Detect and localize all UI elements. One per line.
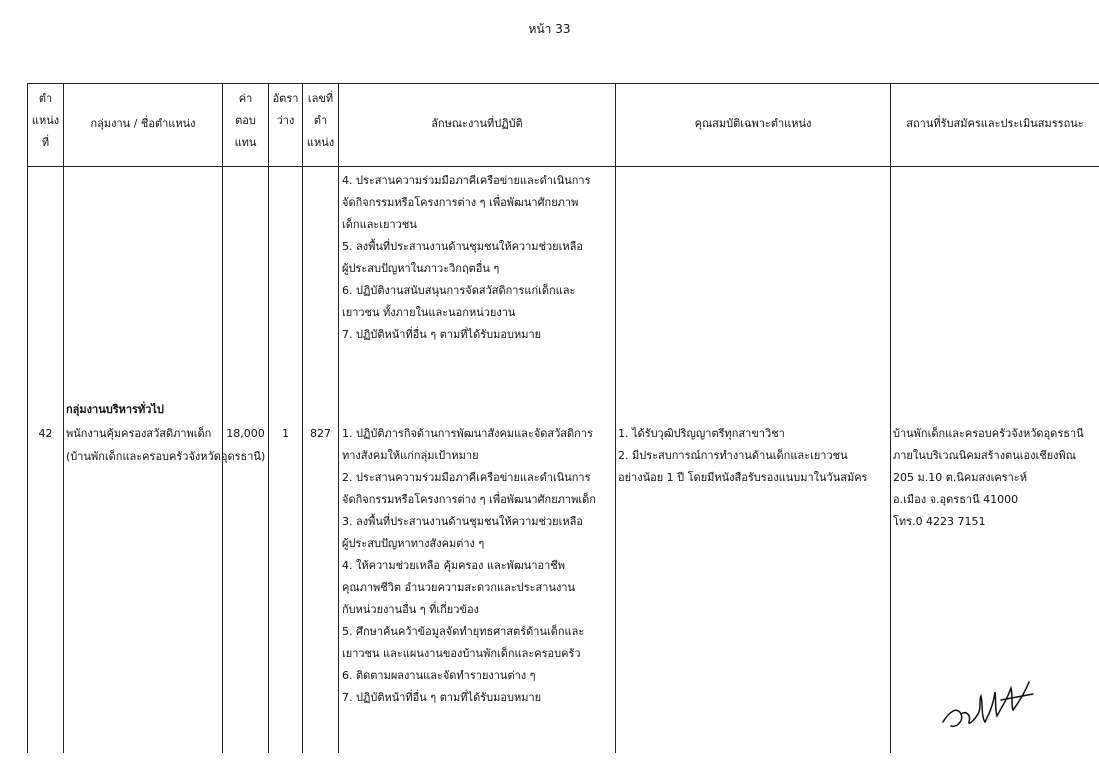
list-item: ทางสังคมให้แก่กลุ่มเป้าหมาย: [342, 449, 479, 462]
list-item: เยาวชน และแผนงานของบ้านพักเด็กและครอบครัว: [342, 647, 581, 660]
list-item: เยาวชน ทั้งภายในและนอกหน่วยงาน: [342, 306, 516, 319]
list-item: 6. ปฏิบัติงานสนับสนุนการจัดสวัสดิการแก่เด็กและ: [342, 284, 576, 297]
col-border-3: [268, 83, 269, 753]
location-details: [893, 423, 1084, 533]
col-border-5: [338, 83, 339, 753]
list-item: 4. ประสานความร่วมมือภาคีเครือข่ายและดำเนินการ: [342, 174, 591, 187]
col-border-7: [890, 83, 891, 753]
signature-mark: [935, 670, 1045, 740]
list-item: 2. ประสานความร่วมมือภาคีเครือข่ายและดำเนินการ: [342, 471, 591, 484]
header-job-description: ลักษณะงานที่ปฏิบัติ: [431, 117, 523, 130]
row-number: 42: [38, 427, 53, 440]
qualifications-list: [618, 423, 867, 489]
list-item: จัดกิจกรรมหรือโครงการต่าง ๆ เพื่อพัฒนาศักยภาพ: [342, 196, 579, 209]
header-position-code: เลขที่ ตำ แหน่ง: [306, 92, 335, 149]
position-unit: (บ้านพักเด็กและครอบครัวจังหวัดอุดรธานี): [66, 450, 266, 463]
list-item: 5. ศึกษาค้นคว้าข้อมูลจัดทำยุทธศาสตร์ด้านเด็กและ: [342, 625, 585, 638]
header-bottom-border: [27, 166, 1099, 167]
list-item: อ.เมือง จ.อุดรธานี 41000: [893, 493, 1019, 506]
list-item: ภายในบริเวณนิคมสร้างตนเองเชียงพิณ: [893, 449, 1076, 462]
header-qualifications: คุณสมบัติเฉพาะตำแหน่ง: [694, 117, 812, 130]
list-item: 1. ได้รับวุฒิปริญญาตรีทุกสาขาวิชา: [618, 427, 785, 440]
list-item: 1. ปฏิบัติภารกิจด้านการพัฒนาสังคมและจัดสวัสดิการ: [342, 427, 593, 440]
list-item: 5. ลงพื้นที่ประสานงานด้านชุมชนให้ความช่วยเหลือ: [342, 240, 583, 253]
header-group-title: กลุ่มงาน / ชื่อตำแหน่ง: [90, 117, 196, 130]
list-item: บ้านพักเด็กและครอบครัวจังหวัดอุดรธานี: [893, 427, 1084, 440]
list-item: 2. มีประสบการณ์การทำงานด้านเด็กและเยาวชน: [618, 449, 848, 462]
vacancies-value: 1: [282, 427, 289, 440]
list-item: ผู้ประสบปัญหาในภาวะวิกฤตอื่น ๆ: [342, 262, 500, 275]
list-item: กับหน่วยงานอื่น ๆ ที่เกี่ยวข้อง: [342, 603, 479, 616]
list-item: 7. ปฏิบัติหน้าที่อื่น ๆ ตามที่ได้รับมอบหมาย: [342, 691, 542, 704]
list-item: อย่างน้อย 1 ปี โดยมีหนังสือรับรองแนบมาในวันสมัคร: [618, 471, 868, 484]
page-number: หน้า 33: [528, 22, 571, 36]
list-item: โทร.0 4223 7151: [893, 515, 986, 528]
list-item: 3. ลงพื้นที่ประสานงานด้านชุมชนให้ความช่วยเหลือ: [342, 515, 583, 528]
header-position-no: ตำ แหน่ง ที่: [31, 92, 60, 149]
col-border-0: [27, 83, 28, 753]
group-name: กลุ่มงานบริหารทั่วไป: [66, 403, 164, 416]
compensation-value: 18,000: [226, 427, 265, 440]
list-item: ผู้ประสบปัญหาทางสังคมต่าง ๆ: [342, 537, 485, 550]
header-vacancies: อัตรา ว่าง: [272, 92, 299, 127]
list-item: 7. ปฏิบัติหน้าที่อื่น ๆ ตามที่ได้รับมอบหมาย: [342, 328, 542, 341]
list-item: 4. ให้ความช่วยเหลือ คุ้มครอง และพัฒนาอาชีพ: [342, 559, 565, 572]
position-title: พนักงานคุ้มครองสวัสดิภาพเด็ก: [66, 427, 212, 440]
list-item: 6. ติดตามผลงานและจัดทำรายงานต่าง ๆ: [342, 669, 536, 682]
table-top-border: [27, 83, 1099, 84]
col-border-2: [222, 83, 223, 753]
list-item: 205 ม.10 ต.นิคมสงเคราะห์: [893, 471, 1027, 484]
continued-duties: [342, 170, 591, 346]
col-border-4: [302, 83, 303, 753]
list-item: เด็กและเยาวชน: [342, 218, 417, 231]
col-border-1: [63, 83, 64, 753]
col-border-6: [615, 83, 616, 753]
header-compensation: ค่า ตอบ แทน: [234, 92, 257, 149]
list-item: คุณภาพชีวิต อำนวยความสะดวกและประสานงาน: [342, 581, 576, 594]
header-location: สถานที่รับสมัครและประเมินสมรรถนะ: [906, 117, 1084, 130]
list-item: จัดกิจกรรมหรือโครงการต่าง ๆ เพื่อพัฒนาศักยภาพเด็ก: [342, 493, 596, 506]
position-code-value: 827: [310, 427, 331, 440]
duties-list: [342, 423, 596, 709]
